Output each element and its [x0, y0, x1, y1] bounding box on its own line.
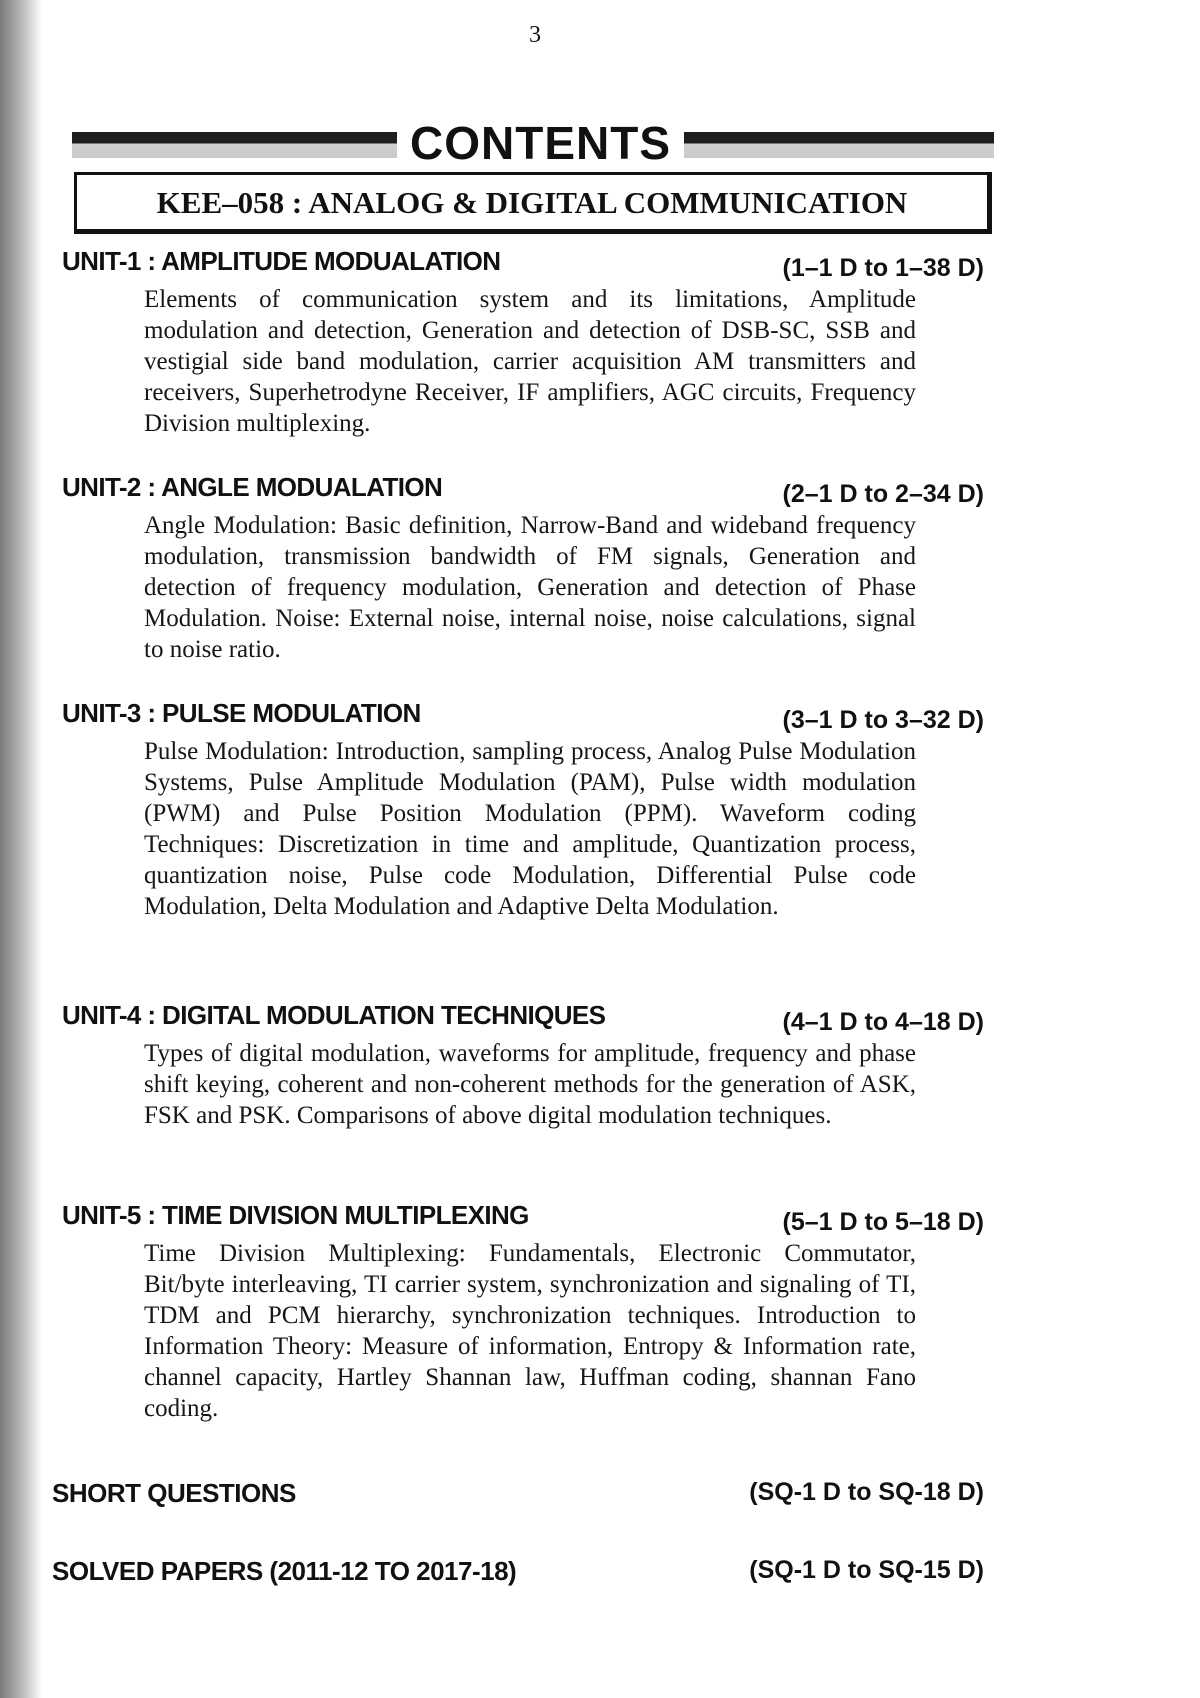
unit-4-title: UNIT-4 : DIGITAL MODULATION TECHNIQUES	[62, 1000, 606, 1030]
unit-5-description: Time Division Multiplexing: Fundamentals, Electronic Commutator, Bit/byte interleaving, TI carrier system, synchronization and signaling of TI, TDM and PCM hierarchy, synchronization techniques. Introduction to Information Theory: Measure of information, Entropy & Information rate, channel capacity, Hartley Shannan law, Huffman coding, shannan Fano coding.	[144, 1240, 916, 1422]
unit-4-page-range: (4–1 D to 4–18 D)	[782, 1008, 984, 1036]
unit-2-description: Angle Modulation: Basic definition, Narrow-Band and wideband frequency modulation, transmission bandwidth of FM signals, Generation and detection of frequency modulation, Generation and detection of Phase Modulation. Noise: External noise, internal noise, noise calculations, signal to noise ratio.	[144, 512, 916, 663]
unit-4-section	[62, 1000, 984, 1131]
unit-1-title: UNIT-1 : AMPLITUDE MODUALATION	[62, 246, 501, 276]
banner-bar-left	[72, 132, 397, 158]
page-number: 3	[529, 22, 541, 48]
unit-5-section	[62, 1200, 984, 1424]
page-binding-shadow	[0, 0, 42, 1698]
contents-banner	[72, 118, 994, 170]
banner-bar-right	[684, 132, 994, 158]
short-questions-title: SHORT QUESTIONS	[52, 1478, 296, 1508]
solved-papers-page-range: (SQ-1 D to SQ-15 D)	[749, 1556, 984, 1584]
solved-papers-row	[52, 1556, 984, 1592]
unit-1-section	[62, 246, 984, 439]
contents-heading: CONTENTS	[410, 117, 671, 169]
solved-papers-title: SOLVED PAPERS (2011-12 TO 2017-18)	[52, 1556, 517, 1586]
unit-3-description: Pulse Modulation: Introduction, sampling process, Analog Pulse Modulation Systems, Pulse Amplitude Modulation (PAM), Pulse width modulation (PWM) and Pulse Position Modulation (PPM). Waveform coding Techniques: Discretization in time and amplitude, Quantization process, quantization noise, Pulse code Modulation, Differential Pulse code Modulation, Delta Modulation and Adaptive Delta Modulation.	[144, 738, 916, 920]
short-questions-page-range: (SQ-1 D to SQ-18 D)	[749, 1478, 984, 1506]
unit-3-page-range: (3–1 D to 3–32 D)	[782, 706, 984, 734]
unit-1-page-range: (1–1 D to 1–38 D)	[782, 254, 984, 282]
unit-2-page-range: (2–1 D to 2–34 D)	[782, 480, 984, 508]
subject-title: KEE–058 : ANALOG & DIGITAL COMMUNICATION	[156, 185, 908, 220]
unit-2-section	[62, 472, 984, 665]
unit-5-page-range: (5–1 D to 5–18 D)	[782, 1208, 984, 1236]
unit-5-title: UNIT-5 : TIME DIVISION MULTIPLEXING	[62, 1200, 529, 1230]
unit-2-title: UNIT-2 : ANGLE MODUALATION	[62, 472, 443, 502]
unit-4-description: Types of digital modulation, waveforms for amplitude, frequency and phase shift keying, coherent and non-coherent methods for the generation of ASK, FSK and PSK. Comparisons of above digital modulation techniques.	[144, 1040, 916, 1129]
unit-1-description: Elements of communication system and its limitations, Amplitude modulation and detection, Generation and detection of DSB-SC, SSB and vestigial side band modulation, carrier acquisition AM transmitters and receivers, Superhetrodyne Receiver, IF amplifiers, AGC circuits, Frequency Division multiplexing.	[144, 286, 916, 437]
unit-3-title: UNIT-3 : PULSE MODULATION	[62, 698, 421, 728]
unit-3-section	[62, 698, 984, 922]
short-questions-row	[52, 1478, 984, 1514]
subject-box	[74, 172, 992, 234]
